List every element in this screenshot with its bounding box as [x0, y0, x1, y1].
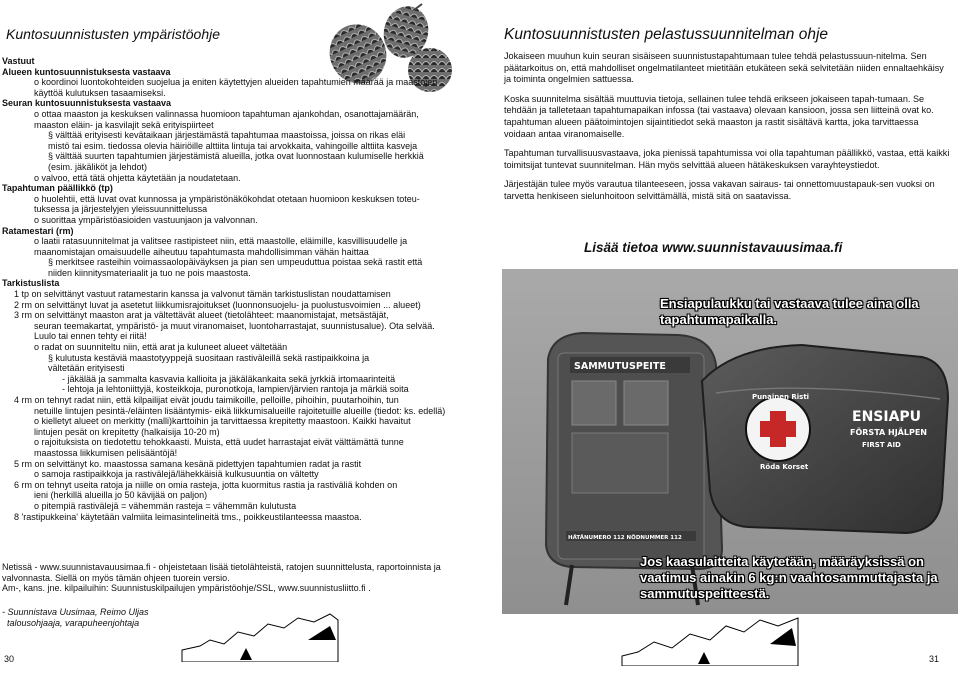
body-line: o valvoo, että tätä ohjetta käytetään ja noudatetaan. — [34, 172, 241, 183]
region-map-outline-icon — [180, 610, 340, 662]
first-aid-photo — [502, 269, 958, 614]
body-line: maaston eläin- ja kasvilajit sekä erityispiirteet — [34, 119, 214, 130]
section-heading: Vastuut — [2, 56, 35, 66]
body-line: vältetään erityisesti — [48, 363, 125, 374]
paragraph: Jokaiseen muuhun kuin seuran sisäiseen suunnistustapahtumaan tulee tehdä pelastussuun-nitelma. Sen päätarkoitus on, että mahdolliset ongelmatilanteet mietitään etukäteen sekä selvitetään niiden ennaltaehkäisy ja toiminta ongelmien sattuessa. — [504, 51, 944, 85]
body-line: ieni (herkillä alueilla jo 50 kävijää on paljon) — [34, 490, 208, 501]
left-page-footer — [2, 562, 470, 594]
footer-line: Am-, kans. jne. kilpailuihin: Suunnistuskilpailujen ympäristöohje/SSL, www.suunnistusliitto.fi . — [2, 583, 371, 594]
blanket-label: SAMMUTUSPEITE — [574, 361, 666, 372]
footer-line: Netissä - www.suunnistavauusimaa.fi - ohjeistetaan lisää tietolähteistä, ratojen suunnittelusta, raportoinnista ja — [2, 562, 441, 572]
paragraph: Tapahtuman turvallisuusvastaava, joka pienissä tapahtumissa voi olla tapahtuman päällikkö, vastaa, että kaikki toimitsijat tuntevat suunnitelman. Hän myös selvittää alueen hätäkeskuksen varayhteystiedot. — [504, 148, 950, 170]
body-line: 5 rm on selvittänyt ko. maastossa samana kesänä pidettyjen tapahtumien radat ja rastit — [14, 458, 362, 469]
footer-line: valvonnasta. Siellä on myös tämän ohjeen tuorein versio. — [2, 572, 230, 583]
body-line: 2 rm on selvittänyt luvat ja asetetut liikkumisrajoitukset (luonnonsuojelu- ja puolustusvoimien ... alueet) — [14, 299, 421, 310]
body-line: - jäkälää ja sammalta kasvavia kallioita ja jäkäläkankaita sekä jyrkkiä irtomaarinteitä — [62, 373, 396, 384]
body-line: o kielletyt alueet on merkitty (malli)karttoihin ja tarvittaessa krepitetty maastoon. Kaikki havaitut — [34, 416, 411, 427]
body-line: o laatii ratasuunnitelmat ja valitsee rastipisteet niin, että maastolle, eläimille, kasvillisuudelle ja — [34, 236, 408, 247]
section-heading: Tapahtuman päällikkö (tp) — [2, 183, 113, 194]
body-line: netuille lintujen pesintä-/eläinten lisääntymis- eikä liikkumisalueille rajoitetuille alueille (tiedot: ks. edellä) — [34, 405, 446, 416]
page-number: 31 — [929, 654, 940, 664]
body-line: o radat on suunniteltu niin, että arat ja kuluneet alueet vältetään — [34, 342, 288, 353]
body-line: o ottaa maaston ja keskuksen valinnassa huomioon tapahtuman ajankohdan, osanottajamäärän, — [34, 108, 419, 119]
body-line: § välttää erityisesti kevätaikaan järjestämästä tapahtumaa maastoissa, joissa on rikas eläi — [48, 130, 406, 141]
section-heading: Seuran kuntosuunnistuksesta vastaava — [2, 98, 172, 109]
left-page-body — [2, 56, 470, 522]
body-line: 4 rm on tehnyt radat niin, että kilpailijat eivät joudu taimikoille, pelloille, pihoihin, puutarhoihin, tun — [14, 395, 399, 405]
left-page — [0, 0, 472, 676]
section-heading: Ratamestari (rm) — [2, 225, 74, 236]
more-info-link[interactable]: Lisää tietoa www.suunnistavauusimaa.fi — [584, 240, 843, 255]
body-line: § merkitsee rasteihin voimassaolopäiväyksen ja pian sen umpeuduttua poistaa sekä rastit että — [48, 257, 423, 268]
body-line: 8 'rastipukkeina' käytetään valmiita leimasintelineitä tms., poikkeustilanteessa maastoa. — [14, 511, 362, 522]
body-line: - lehtoja ja lehtoniittyjä, kosteikkoja, puronotkoja, lampien/järvien rantoja ja märkiä soita — [62, 384, 409, 395]
bag-label-1: ENSIAPU — [852, 409, 922, 425]
body-line: 3 rm on selvittänyt maaston arat ja vältettävät alueet (tietolähteet: maanomistajat, metsästäjät, — [14, 310, 389, 321]
body-line: lintujen pesät on krepitetty (halkaisija 10-20 m) — [34, 426, 220, 437]
body-line: o huolehtii, että luvat ovat kunnossa ja ympäristönäkökohdat otetaan huomioon keskuksen toteu- — [34, 193, 420, 204]
body-line: § välttää suurten tapahtumien järjestämistä alueilla, jotka ovat luonnostaan kulumiselle herkkiä — [48, 151, 424, 162]
signature-line: talousohjaaja, varapuheenjohtaja — [2, 617, 140, 628]
right-page — [490, 0, 959, 676]
bag-label-2: FÖRSTA HJÄLPEN — [850, 428, 927, 437]
body-line: käyttöä kulutuksen tasaamiseksi. — [34, 87, 166, 98]
body-line: seuran teemakartat, ympäristö- ja muut viranomaiset, luontoharrastajat, suunnistusalue). Ota selvää. — [34, 320, 435, 331]
body-line: o pitempiä rastivälejä = vähemmän rasteja = vähemmän kulutusta — [34, 500, 297, 511]
region-map-outline-icon — [620, 612, 800, 666]
body-line: o koordinoi luontokohteiden suojelua ja eniten käytettyjen alueiden tapahtumien määrää ja maastojen — [34, 77, 438, 88]
body-line: 6 rm on tehnyt useita ratoja ja niille on omia rasteja, jotta kuormitus rastia ja rastiväliä kohden on — [14, 479, 398, 490]
body-line: o samoja rastipaikkoja ja rastivälejä/lähekkäisiä kulkusuuntia on vältetty — [34, 469, 319, 480]
left-page-title: Kuntosuunnistusten ympäristöohje — [6, 26, 221, 42]
section-heading: Tarkistuslista — [2, 278, 60, 289]
paragraph: Koska suunnitelma sisältää muuttuvia tietoja, sellainen tulee tehdä erikseen jokaiseen tapah-tumaan. Se tehdään ja talletetaan tapahtumapaikan infossa (tai vastaava) olevaan kansioon, jossa sen liitteinä ovat ko. tapahtuman alueen päätoimintojen sijaintitiedot sekä maaston ja rastit sisältävä kartta, joka tarvittaessa voidaan antaa viranomaiselle. — [504, 93, 934, 139]
caption-bottom: Jos kaasulaitteita käytetään, määräyksissä on vaatimus ainakin 6 kg:n vaahtosammuttajasta ja sammutuspeitteestä. — [640, 554, 938, 601]
blanket-phone: HÄTÄNUMERO 112 NÖDNUMMER 112 — [568, 535, 682, 541]
body-line: tuksessa ja järjestelyjen yleissuunnittelussa — [34, 204, 208, 215]
body-line: § kulutusta kestäviä maastotyyppejä suositaan rastiväleillä sekä rastipaikkoina ja — [48, 352, 370, 363]
body-line: Luulo tai ennen tehty ei riitä! — [34, 331, 147, 342]
body-line: maanomistajan omaisuudelle aiheutuu tapahtumasta mahdollisimman vähän haittaa — [34, 246, 369, 257]
right-page-title: Kuntosuunnistusten pelastussuunnitelman ohje — [504, 26, 829, 43]
bag-label-3: FIRST AID — [862, 441, 901, 449]
body-line: o suorittaa ympäristöasioiden vastuunjaon ja valvonnan. — [34, 214, 258, 225]
bag-ring-text-2: Röda Korset — [760, 463, 809, 471]
body-line: 1 tp on selvittänyt vastuut ratamestarin kanssa ja valvonut tämän tarkistuslistan noudattamisen — [14, 289, 391, 300]
paragraph: Järjestäjän tulee myös varautua tilanteeseen, jossa vakavan sairaus- tai onnettomuustapauk-sen vuoksi on tarvetta henkiseen sielunhoitoon selvittämällä, mistä sitä on saatavissa. — [504, 179, 935, 201]
page-number: 30 — [4, 654, 15, 664]
body-line: o rajoituksista on tiedotettu tehokkaasti. Muista, että uudet harrastajat eivät välttämättä tunne — [34, 437, 404, 448]
body-line: (esim. jäkäliköt ja lehdot) — [48, 161, 148, 172]
caption-top: Ensiapulaukku tai vastaava tulee aina olla tapahtumapaikalla. — [660, 296, 919, 327]
bag-ring-text: Punainen Risti — [752, 393, 810, 401]
right-page-body — [504, 51, 952, 211]
signature-line: - Suunnistava Uusimaa, Reimo Uljas — [2, 607, 149, 617]
body-line: mistö tai esim. tiedossa olevia häiriöille alttiita lintuja tai arvokkaita, vahingoille alttiita kasveja — [48, 140, 418, 151]
body-line: niiden kiinnitysmateriaalit ja tuo ne pois maastosta. — [48, 267, 251, 278]
body-line: maastossa liikkumisen pelisääntöjä! — [34, 447, 178, 458]
section-heading: Alueen kuntosuunnistuksesta vastaava — [2, 66, 171, 77]
signature — [2, 607, 149, 628]
